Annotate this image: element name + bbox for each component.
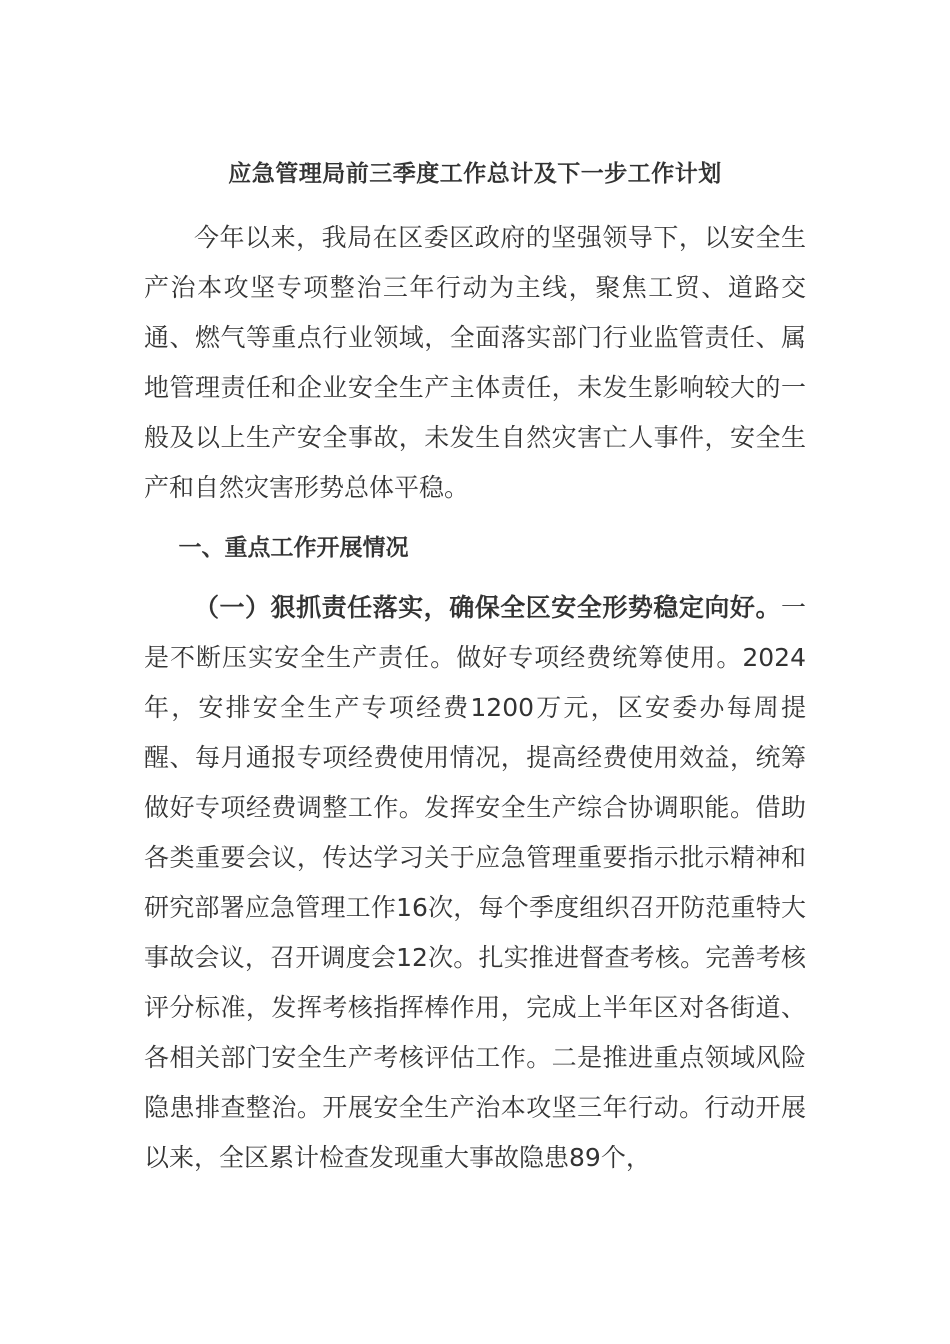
subsection-paragraph — [144, 583, 806, 1183]
document-title: 应急管理局前三季度工作总计及下一步工作计划 — [228, 161, 722, 187]
subsection-body: 一是不断压实安全生产责任。做好专项经费统筹使用。2024年，安排安全生产专项经费1200万元，区安委办每周提醒、每月通报专项经费使用情况，提高经费使用效益，统筹做好专项经费调整工作。发挥安全生产综合协调职能。借助各类重要会议，传达学习关于应急管理重要指示批示精神和研究部署应急管理工作16次，每个季度组织召开防范重特大事故会议，召开调度会12次。扎实推进督查考核。完善考核评分标准，发挥考核指挥棒作用，完成上半年区对各街道、各相关部门安全生产考核评估工作。二是推进重点领域风险隐患排查整治。开展安全生产治本攻坚三年行动。行动开展以来，全区累计检查发现重大事故隐患89个， — [144, 593, 806, 1172]
subsection-lead: （一）狠抓责任落实，确保全区安全形势稳定向好。 — [194, 593, 781, 622]
section-heading: 一、重点工作开展情况 — [178, 535, 409, 561]
intro-paragraph: 今年以来，我局在区委区政府的坚强领导下，以安全生产治本攻坚专项整治三年行动为主线，聚焦工贸、道路交通、燃气等重点行业领域，全面落实部门行业监管责任、属地管理责任和企业安全生产主体责任，未发生影响较大的一般及以上生产安全事故，未发生自然灾害亡人事件，安全生产和自然灾害形势总体平稳。 — [144, 223, 806, 502]
